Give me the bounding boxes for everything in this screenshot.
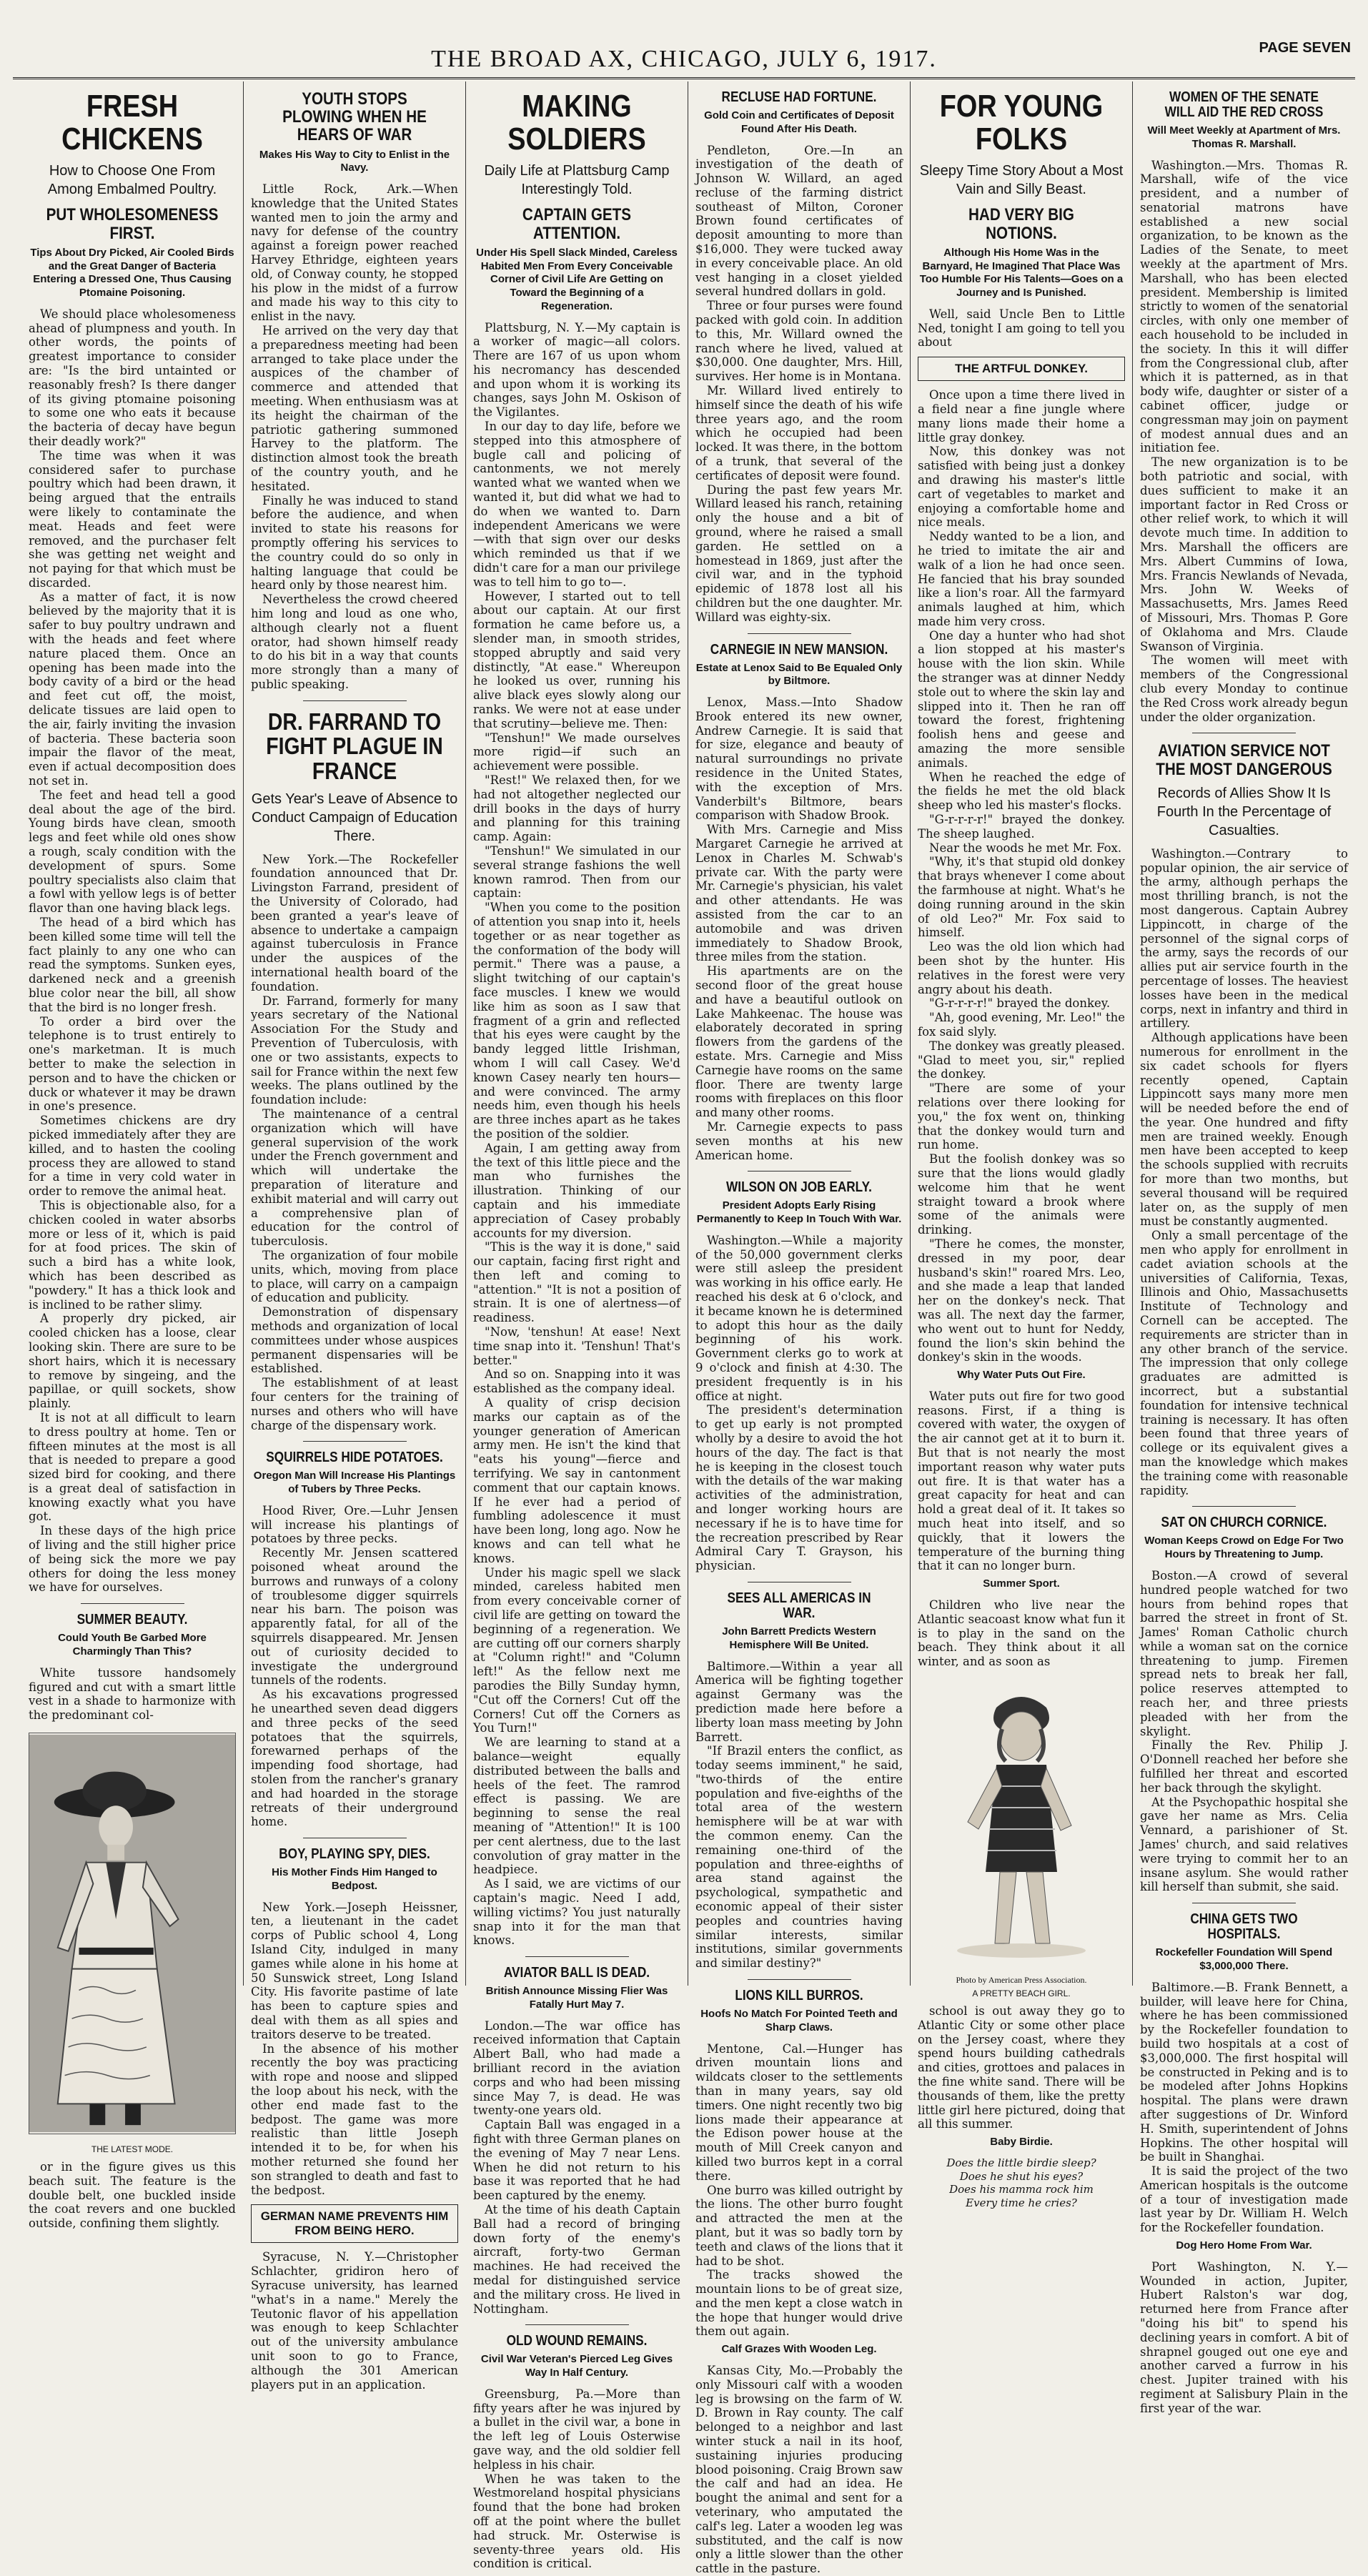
paragraph: school is out away they go to Atlantic City or some other place on the Jersey coast, where they spend hours building cathedrals and cities, grottoes and palaces in the fine white sand. There will be thousands of them, like the pretty little girl here pictured, doing that all this summer. [918, 2003, 1125, 2131]
divider [303, 700, 407, 701]
article-making-soldiers [473, 321, 680, 1948]
deck-making-soldiers: Daily Life at Plattsburg Camp Interestingly Told. [484, 163, 670, 198]
paragraph: London.—The war office has received information that Captain Albert Ball, who had made a brilliant record in the aviation corps and who had been missing since May 7, is dead. He was twenty-one years old. [473, 2018, 680, 2118]
paragraph: Port Washington, N. Y.—Wounded in action, Jupiter, Hubert Ralston's war dog, returned here from France after "doing his bit" to spend his declining years in comfort. A bit of shrapnel gouged out one eye and another carved a furrow in his chest. Jupiter trained with his regiment at Salisbury Plain in the first year of the war. [1140, 2259, 1348, 2415]
paragraph: "Now, 'tenshun! At ease! Next time snap into it. 'Tenshun! That's better." [473, 1325, 680, 1367]
headline-recluse: RECLUSE HAD FORTUNE. [721, 89, 877, 105]
headline-china-hospitals: CHINA GETS TWO HOSPITALS. [1190, 1911, 1298, 1943]
column-2 [244, 81, 466, 2392]
article-old-wound [473, 2387, 680, 2571]
paragraph: A quality of crisp decision marks our captain as of the younger generation of American army men. He isn't the kind that "eats his young"—fierce and terrifying. We say in cantonment comment that our captain knows. If he ever had a period of fumbling adolescence it must have been long, long ago. Now he knows and can tell what he knows. [473, 1396, 680, 1565]
paragraph: As I said, we are victims of our captain's magic. Need I add, willing victims? You just naturally snap into it for the man that knows. [473, 1877, 680, 1948]
paragraph: Children who live near the Atlantic seacoast know what fun it is to play in the sand on the beach. They think about it all winter, and as soon as [918, 1597, 1125, 1669]
article-boy-spy [251, 1901, 458, 2198]
paragraph: Neddy wanted to be a lion, and he tried to imitate the air and walk of a lion he had once seen. He fancied that his bray sounded like a lion's roar. All the farmyard animals laughed at him, which made him very cross. [918, 530, 1125, 628]
column-5 [911, 81, 1133, 2210]
paragraph: Nevertheless the crowd cheered him long and loud as one who, although clearly not a fluent orator, had shown himself ready to do his bit in a way that counts more strongly than a many of public speaking. [251, 593, 458, 691]
paragraph: Boston.—A crowd of several hundred people watched for two hours from behind ropes that barred the street in front of St. James' Roman Catholic church while a woman sat on the cornice threatening to jump. Firemen spread nets to break her fall, police reserves attempted to reach her, and three priests pleaded with her from the skylight. [1140, 1568, 1348, 1738]
subhead-squirrels: Oregon Man Will Increase His Plantings of Tubers by Three Pecks. [253, 1470, 456, 1496]
paragraph: We are learning to stand at a balance—weight equally distributed between the balls and heels of the feet. The ramrod effect is passing. We are beginning to sense the real meaning of "Attention!" It is 100 per cent alertness, due to the last convolution of gray matter in the headpiece. [473, 1735, 680, 1877]
paragraph: Only a small percentage of the men who apply for enrollment in cadet aviation schools at the universities of California, Texas, Illinois and Ohio, Massachusetts Institute of Technology and Cornell can be accepted. The requirements are stricter than in any other branch of the service. The impression that only college graduates are admitted is incorrect, but a substantial foundation for intensive technical training is necessary. It has often been found that three years of college or its equivalent gives a man the knowledge which makes the training come with reasonable rapidity. [1140, 1229, 1348, 1497]
paragraph: "If Brazil enters the conflict, as today seems imminent," he said, "two-thirds of the entire population and five-eighths of the total area of the western hemisphere will be at war with the common enemy. Can the remaining one-third of the population and three-eighths of area stand against the psychological, sympathetic and economic appeal of their sister peoples and countries having similar interests, similar institutions, similar governments and similar destiny?" [695, 1744, 903, 1971]
subhead-wilson: President Adopts Early Rising Permanently to Keep In Touch With War. [696, 1199, 902, 1226]
paragraph: Greensburg, Pa.—More than fifty years after he was injured by a bullet in the civil war, a bone in the left leg of Louis Osterwise gave way, and the old soldier fell helpless in his chair. [473, 2387, 680, 2472]
subhead-captain: CAPTAIN GETS ATTENTION. [522, 205, 632, 243]
article-all-americas [695, 1660, 903, 1971]
article-farrand [251, 853, 458, 1433]
fashion-caption: THE LATEST MODE. [91, 2144, 174, 2154]
paragraph: Dr. Farrand, formerly for many years secretary of the National Association For the Study and Prevention of Tuberculosis, with one or two assistants, expects to sail for France within the next few weeks. The plans outlined by the foundation include: [251, 994, 458, 1107]
divider [525, 1956, 629, 1957]
paragraph: But the foolish donkey was so sure that the lions would gladly welcome him that he went straight toward a brook where some of the animals were drinking. [918, 1152, 1125, 1237]
article-lions-burros [695, 2042, 903, 2339]
story-title-box: THE ARTFUL DONKEY. [918, 357, 1125, 381]
paragraph: Although applications have been numerous for enrollment in the six cadet schools for flyers recently opened, Captain Lippincott says many more men will be needed before the end of the year. One hundred and fifty men are trained weekly. Enough men have been accepted to keep the schools supplied with recruits for more than two months, but several thousand will be required later on, as the supply of men must be constantly augmented. [1140, 1031, 1348, 1229]
paragraph: Sometimes chickens are dry picked immediately after they are killed, and to hasten the cooling process they are allowed to stand for a time in very cold water in order to remove the animal heat. [29, 1114, 236, 1199]
paragraph: Three or four purses were found packed with gold coin. In addition to this, Mr. Willard owned the ranch where he lived, valued at $30,000. One daughter, Mrs. Hill, survives. Her home is in Montana. [695, 299, 903, 384]
masthead [13, 37, 1355, 79]
paragraph: "G-r-r-r-r!" brayed the donkey. The sheep laughed. [918, 813, 1125, 841]
headline-young-folks: FOR YOUNG FOLKS [939, 89, 1104, 157]
divider [748, 633, 851, 634]
paragraph: Near the woods he met Mr. Fox. [929, 841, 1122, 855]
subhead-china-hospitals: Rockefeller Foundation Will Spend $3,000,000 There. [1155, 1946, 1333, 1972]
subhead-wholesomeness: PUT WHOLESOMENESS FIRST. [46, 205, 219, 243]
masthead-title: THE BROAD AX, CHICAGO, JULY 6, 1917. [431, 46, 937, 72]
column-6 [1133, 81, 1355, 2415]
subhead-aviator-ball: British Announce Missing Flier Was Fatally Hurt May 7. [485, 1985, 668, 2011]
paragraph: Under his magic spell we slack minded, careless habited men from every conceivable corner of civil life are getting on toward the beginning of a regeneration. We are cutting off our corners sharply at "Column right!" and "Column left!" As the fellow next me parodies the Billy Sunday hymn, "Cut off the Corners! Cut off the Corners! Cut off the Corners as You Turn!" [473, 1565, 680, 1735]
paragraph: At the time of his death Captain Ball had a record of bringing down forty of the enemy's aircraft, forty-two German machines. He had received the medal for distinguished service and the military cross. He lived in Nottingham. [473, 2203, 680, 2316]
paragraph: Demonstration of dispensary methods and organization of local committees under whose auspices permanent dispensaries will be established. [251, 1305, 458, 1376]
headline-boy-spy: BOY, PLAYING SPY, DIES. [279, 1846, 430, 1863]
article-wilson [695, 1234, 903, 1573]
article-artful-donkey [918, 388, 1125, 1364]
paragraph: With Mrs. Carnegie and Miss Margaret Carnegie he arrived at Lenox in Charles M. Schwab's private car. With the party were Mr. Carnegie's physician, his valet and other attendants. He was assisted from the car to an automobile and was driven immediately to Shadow Brook, three miles from the station. [695, 823, 903, 964]
headline-youth-stops-plowing: YOUTH STOPS PLOWING WHEN HE HEARS OF WAR [282, 89, 427, 145]
paragraph: The feet and head tell a good deal about the age of the bird. Young birds have clean, smooth legs and feet while old ones show a rough, scaly condition with the development of spurs. Some poultry specialists also claim that a fowl with yellow legs is of better flavor than one having black legs. [29, 788, 236, 916]
paragraph: This is objectionable also, for a chicken cooled in water absorbs more or less of it, which is paid for at food prices. The skin of such a bird has a white look, which has been described as "powdery." It has a thick look and is inclined to be rather slimy. [29, 1198, 236, 1312]
summary-fresh-chickens: Tips About Dry Picked, Air Cooled Birds and the Great Danger of Bacteria Entering a Dressed One, Thus Causing Ptomaine Poisoning. [30, 246, 234, 299]
paragraph: The tracks showed the mountain lions to be of great size, and the men kept a close watch in the hope that hunger would drive them out again. [695, 2268, 903, 2339]
article-squirrels [251, 1504, 458, 1829]
paragraph: "There are some of your relations over there looking for you," the fox went on, thinking that the donkey would turn and run home. [918, 1081, 1125, 1152]
paragraph: Washington.—While a majority of the 50,000 government clerks were still asleep the president was working in his office early. He reached his desk at 6 o'clock, and it became known he is determined to adopt this hour as the daily beginning of his work. Government clerks go to work at 9 o'clock and finish at 4:30. The president frequently is in his office at night. [695, 1233, 903, 1403]
headline-making-soldiers: MAKING SOLDIERS [507, 89, 646, 157]
paragraph: Captain Ball was engaged in a fight with three German planes on the evening of May 7 near Lens. When he did not return to his base it was reported that he had been captured by the enemy. [473, 2118, 680, 2203]
paragraph: Now, this donkey was not satisfied with being just a donkey and drawing his master's little cart of vegetables to market and enjoying a comfortable home and nice meals. [918, 445, 1125, 530]
paragraph: "G-r-r-r-r!" brayed the donkey. [929, 996, 1111, 1011]
article-water-fire [918, 1389, 1125, 1573]
paragraph: Washington.—Contrary to popular opinion, the air service of the army, although perhaps the most thrilling branch, is not the most dangerous. Captain Aubrey Lippincott, in charge of the personnel of the signal corps of the army, says the records of our allies put air service fourth in the percentage of losses. The heaviest losses have been in the medical corps, next in infantry and third in artillery. [1140, 846, 1348, 1031]
article-recluse [695, 144, 903, 625]
paragraph: The organization of four mobile units, which, moving from place to place, will carry on a campaign of education and publicity. [251, 1248, 458, 1305]
photo-credit: Photo by American Press Association. [956, 1974, 1087, 1985]
paragraph: One day a hunter who had shot a lion stopped at his master's house with the lion skin. While the stranger was at dinner Neddy stole out to where the skin lay and slipped into it. Then he ran off toward the forest, frightening foolish hens and geese and amazing the more sensible animals. [918, 628, 1125, 770]
article-summer-beauty [29, 1666, 236, 1723]
headline-summer-sport: Summer Sport. [983, 1577, 1060, 1590]
paragraph: It is not at all difficult to learn to dress poultry at home. Ten or fifteen minutes at the most is all that is needed to prepare a good sized bird for cooking, and there is a great deal of satisfaction in knowing exactly what you have got. [29, 1410, 236, 1524]
paragraph: "Tenshun!" We simulated in our several strange fashions the well known ramrod. Then from our captain: [473, 843, 680, 901]
columns [21, 81, 1355, 2576]
divider [748, 1979, 851, 1980]
poem-baby-birdie [918, 2156, 1125, 2210]
article-fresh-chickens [29, 307, 236, 1595]
headline-all-americas: SEES ALL AMERICAS IN WAR. [727, 1590, 871, 1622]
paragraph: However, I started out to tell about our captain. At our first formation he came before us, a slender man, in smooth strides, stopped abruptly and said very distinctly, "At ease." Whereupon he looked us over, running his alive black eyes slowly along our ranks. We were not at ease under that scrutiny—believe me. Then: [473, 589, 680, 730]
paragraph: White tussore handsomely figured and cut with a smart little vest in a shade to harmonize with the predominant col- [29, 1665, 236, 1723]
paragraph: And so on. Snapping into it was established as the company ideal. [473, 1367, 680, 1396]
headline-dog-hero: Dog Hero Home From War. [1176, 2239, 1312, 2252]
headline-summer-beauty: SUMMER BEAUTY. [76, 1612, 188, 1628]
paragraph: At the Psychopathic hospital she gave her name as Mrs. Celia Vennard, a parishioner of St. James' church, and said relatives were trying to commit her to an insane asylum. She would rather kill herself than submit, she said. [1140, 1795, 1348, 1894]
paragraph: He arrived on the very day that a preparedness meeting had been arranged to take place under the auspices of the chamber of commerce and attended that meeting. When enthusiasm was at its height the chairman of the patriotic gathering summoned Harvey to the platform. The distinction almost took the breath of the country youth, and he hesitated. [251, 324, 458, 493]
paragraph: His apartments are on the second floor of the great house and have a beautiful outlook on Lake Mahkeenac. The house was elaborately decorated in spring flowers from the gardens of the estate. Mrs. Carnegie and Miss Carnegie have rooms on the same floor. There are twenty large rooms with fireplaces on this floor and many other rooms. [695, 964, 903, 1120]
article-summer-sport-cont [918, 2004, 1125, 2131]
paragraph: Finally the Rev. Philip J. O'Donnell reached her before she fulfilled her threat and escorted her back through the skylight. [1140, 1738, 1348, 1795]
paragraph: A properly dry picked, air cooled chicken has a loose, clear looking skin. There are sure to be short hairs, which it is necessary to remove by singeing, and the papillae, or quill sockets, show plainly. [29, 1312, 236, 1411]
subhead-youth: Makes His Way to City to Enlist in the Navy. [259, 148, 450, 174]
paragraph: Recently Mr. Jensen scattered poisoned wheat around the burrows and runways of a colony of troublesome digger squirrels near his barn. The poison was apparently fatal, for all of the squirrels disappeared. Mr. Jensen out of curiosity decided to investigate the underground tunnels of the rodents. [251, 1546, 458, 1688]
paragraph: "Tenshun!" We made ourselves more rigid—if such an achievement were possible. [473, 730, 680, 773]
paragraph: "Why, it's that stupid old donkey that brays whenever I come about the farmhouse at night. What's he doing running around in the skin of old Leo?" Mr. Fox said to himself. [918, 855, 1125, 940]
paragraph: It is said the project of the two American hospitals is the outcome of a tour of investigation made last year by Dr. William H. Welch for the Rockefeller foundation. [1140, 2164, 1348, 2235]
paragraph: "Rest!" We relaxed then, for we had not altogether neglected our drill books in the days of hurry and planning for this training camp. Again: [473, 773, 680, 844]
column-4 [688, 81, 911, 2576]
beach-girl-caption: A PRETTY BEACH GIRL. [972, 1988, 1071, 1998]
paragraph: Mr. Willard lived entirely to himself since the death of his wife three years ago, and the room which he occupied had been locked. It was there, in the bottom of a trunk, that several of the certificates of deposit were found. [695, 384, 903, 482]
paragraph: "This is the way it is done," said our captain, facing first right and then left and coming to "attention." "It is not a position of strain. It is one of alertness—of readiness. [473, 1240, 680, 1325]
subhead-lions-burros: Hoofs No Match For Pointed Teeth and Sharp Claws. [700, 2008, 898, 2033]
paragraph: or in the figure gives us this beach suit. The feature is the double belt, one buckled inside the coat revers and one buckled outside, confining them slightly. [29, 2159, 236, 2231]
paragraph: New York.—Joseph Heissner, ten, a lieutenant in the cadet corps of Public school 4, Long Island City, indulged in many games while alone in his home at 50 Sunswick street, Long Island City. His favorite pastime of late has been to capture spies and deal with them as all spies and traitors deserve to be treated. [251, 1900, 458, 2041]
subhead-carnegie: Estate at Lenox Said to Be Equaled Only by Biltmore. [695, 661, 903, 688]
subhead-women-senate: Will Meet Weekly at Apartment of Mrs. Thomas R. Marshall. [1147, 124, 1341, 150]
summary-captain: Under His Spell Slack Minded, Careless Habited Men From Every Conceivable Corner of Civil Life Are Getting on Toward the Beginning of a Regeneration. [476, 246, 678, 312]
paragraph: As a matter of fact, it is now believed by the majority that it is safer to buy poultry undrawn and with the heads and feet where nature placed them. Once an opening has been made into the body cavity of a bird or the head and feet cut off, the moist, delicate tissues are laid open to the air, fairly inviting the invasion of bacteria. These bacteria soon impair the flavor of the meat, even if actual decomposition does not set in. [29, 590, 236, 788]
subhead-summer-beauty: Could Youth Be Garbed More Charmingly Than This? [58, 1632, 207, 1658]
paragraph: "When you come to the position of attention you snap into it, heels together or as near together as the conformation of the body will permit." There was a pause, a slight twitching of our captain's face muscles. I knew we would like him as soon as I saw that fragment of a grin and reflected that his eyes were caught by the bandy legged little Irishman, whom I will call Casey. We'd known Casey nearly ten hours—and were convinced. The army needs him, even though his heels are three inches apart as he takes the position of the soldier. [473, 901, 680, 1141]
paragraph: One burro was killed outright by the lions. The other burro fought and attracted the men at the plant, but it was so badly torn by teeth and claws of the lions that it had to be shot. [695, 2183, 903, 2268]
poem-line: Does he shut his eyes? [959, 2169, 1084, 2183]
divider [1192, 1506, 1297, 1507]
paragraph: Syracuse, N. Y.—Christopher Schlachter, gridiron hero of Syracuse university, has learned "what's in a name." Merely the Teutonic flavor of his appellation was enough to keep Schlachter out of the university ambulance unit soon to go to France, although the 301 American players put in an application. [251, 2250, 458, 2392]
headline-calf: Calf Grazes With Wooden Leg. [721, 2343, 877, 2356]
subhead-boy-spy: His Mother Finds Him Hanged to Bedpost. [272, 1866, 437, 1892]
paragraph: Well, said Uncle Ben to Little Ned, tonight I am going to tell you about [918, 307, 1125, 350]
paragraph: In the absence of his mother recently the boy was practicing with rope and noose and slipped the loop about his neck, with the other end made fast to the bedpost. The game was more realistic than little Joseph intended it to be, for when his mother returned she found her son strangled to death and fast to the bedpost. [251, 2041, 458, 2197]
article-dog-hero [1140, 2260, 1348, 2416]
paragraph: Little Rock, Ark.—When knowledge that the United States wanted men to join the army and navy for defense of the country against a foreign power reached Harvey Ethridge, eighteen years old, of Conway county, he stopped his plow in the midst of a furrow and made his way to this city to enlist in the navy. [251, 182, 458, 324]
paragraph: Mentone, Cal.—Hunger has driven mountain lions and wildcats closer to the settlements than in many years, say old timers. One night recently two big lions made their appearance at the Edison power house at the mouth of Mill Creek canyon and killed two burros kept in a corral there. [695, 2041, 903, 2183]
paragraph: The women will meet with members of the Congressional club every Monday to continue the Red Cross work already begun under the older organization. [1140, 653, 1348, 724]
headline-carnegie: CARNEGIE IN NEW MANSION. [710, 641, 888, 658]
headline-lions-burros: LIONS KILL BURROS. [735, 1988, 863, 2004]
paragraph: During the past few years Mr. Willard leased his ranch, retaining only the house and a bit of ground, where he raised a small garden. He settled on a homestead in 1869, just after the civil war, and in the typhoid epidemic of 1878 lost all his children but the one daughter. Mr. Willard was eighty-six. [695, 482, 903, 624]
article-women-senate [1140, 159, 1348, 725]
paragraph: "There he comes, the monster, dressed in my poor, dear husband's skin!" roared Mrs. Leo, and she made a leap that landed her on the donkey's neck. That was all. The next day the farmer, who went out to hunt for Neddy, found the lion's skin behind the donkey's skin in the woods. [918, 1237, 1125, 1364]
paragraph: Lenox, Mass.—Into Shadow Brook entered its new owner, Andrew Carnegie. It is said that for size, elegance and beauty of natural surroundings no private residence in the United States, with the exception of Mrs. Vanderbilt's Biltmore, bears comparison with Shadow Brook. [695, 695, 903, 823]
headline-aviation-service: AVIATION SERVICE NOT THE MOST DANGEROUS [1156, 741, 1332, 779]
column-1 [21, 81, 244, 2231]
article-calf [695, 2364, 903, 2576]
divider [81, 1603, 184, 1604]
headline-dr-farrand: DR. FARRAND TO FIGHT PLAGUE IN FRANCE [266, 708, 443, 785]
poem-line: Does his mamma rock him [949, 2183, 1094, 2196]
deck-dr-farrand: Gets Year's Leave of Absence to Conduct Campaign of Education There. [251, 791, 458, 844]
article-church-cornice [1140, 1569, 1348, 1894]
paragraph: When he reached the edge of the fields he met the old black sheep who led his master's flocks. [918, 770, 1125, 813]
paragraph: In our day to day life, before we stepped into this atmosphere of bugle call and policing of cantonments, we not merely wanted what we wanted when we wanted it, but did what we had to do when we wanted to. Darn independent Americans we were—with that sign over our desks which reminded us that if we didn't care for a man our privilege was to tell him to go to—. [473, 420, 680, 589]
paragraph: To order a bird over the telephone is to trust entirely to one's marketman. It is much better to make the selection in person and to have the chicken or duck or whatever it may be drawn in one's presence. [29, 1014, 236, 1114]
headline-wilson: WILSON ON JOB EARLY. [726, 1179, 872, 1196]
paragraph: Hood River, Ore.—Luhr Jensen will increase his plantings of potatoes by three pecks. [251, 1503, 458, 1546]
paragraph: In these days of the high price of living and the still higher price of being sick the more we pay others for doing the less money we have for ourselves. [29, 1524, 236, 1595]
deck-fresh-chickens: How to Choose One From Among Embalmed Poultry. [47, 163, 217, 198]
paragraph: The maintenance of a central organization which will have general supervision of the work under the French government and which will undertake the preparation of literature and exhibit material and will carry out a comprehensive plan of education for the control of tuberculosis. [251, 1107, 458, 1249]
paragraph: The time was when it was considered safer to purchase poultry which had been drawn, it being argued that the entrails were likely to contaminate the meat. Heads and feet were removed, and the purchaser felt she was getting net weight and not paying for that which must be discarded. [29, 448, 236, 590]
headline-water-fire: Why Water Puts Out Fire. [957, 1369, 1086, 1382]
paragraph: The head of a bird which has been killed some time will tell the fact plainly to any one who can read the symptoms. Sunken eyes, darkened neck and a greenish blue color near the bill, all show that the bird is no longer fresh. [29, 916, 236, 1014]
article-china-hospitals [1140, 1981, 1348, 2235]
paragraph: Finally he was induced to stand before the audience, and when invited to state his reasons for promptly offering his services to the country could do so only in halting language that could be heard only by those nearest him. [251, 493, 458, 593]
article-aviator-ball [473, 2019, 680, 2317]
paragraph: As his excavations progressed he unearthed seven dead diggers and three pecks of the seed potatoes that the squirrels, forewarned perhaps of the impending food shortage, had stolen from the rancher's granary and had hoarded in the storage retreats of their underground home. [251, 1688, 458, 1829]
subhead-church-cornice: Woman Keeps Crowd on Edge For Two Hours by Threatening to Jump. [1144, 1535, 1344, 1561]
column-3 [466, 81, 688, 2571]
paragraph: The new organization is to be both patriotic and social, with dues sufficient to make it an important factor in Red Cross or other relief work, to which it will devote much time. In addition to Mrs. Marshall the officers are Mrs. Albert Cummins of Iowa, Mrs. Francis Newlands of Nevada, Mrs. John W. Weeks of Massachusetts, Mrs. James Reed of Missouri, Mrs. Thomas P. Gore of Oklahoma and Mrs. Claude Swanson of Virginia. [1140, 455, 1348, 653]
article-carnegie [695, 695, 903, 1162]
headline-baby-birdie: Baby Birdie. [990, 2136, 1053, 2149]
headline-church-cornice: SAT ON CHURCH CORNICE. [1161, 1515, 1327, 1531]
paragraph: Baltimore.—Within a year all America will be fighting together against Germany was the prediction made here before a liberty loan mass meeting by John Barrett. [695, 1659, 903, 1744]
subhead-all-americas: John Barrett Predicts Western Hemisphere Will Be United. [722, 1625, 876, 1651]
poem-line: Does the little birdie sleep? [946, 2156, 1096, 2169]
paragraph: Again, I am getting away from the text of this little piece and the man who furnishes the illustration. Thinking of our captain and his immediate appreciation of Casey probably accounts for my diversion. [473, 1141, 680, 1240]
article-german-name [251, 2250, 458, 2392]
paragraph: "Ah, good evening, Mr. Leo!" the fox said slyly. [918, 1011, 1125, 1039]
paragraph: Kansas City, Mo.—Probably the only Missouri calf with a wooden leg is browsing on the farm of W. D. Brown in Ray county. The calf belonged to a neighbor and last winter stuck a nail in its hoof, sustaining injuries producing blood poisoning. Craig Brown saw the calf and had an idea. He bought the animal and sent for a veterinary, who amputated the calf's leg. Later a wooden leg was substituted, and the calf is now only a little slower than the other cattle in the pasture. [695, 2364, 903, 2576]
paragraph: We should place wholesomeness ahead of plumpness and youth. In other words, the points of greatest importance to consider are: "Is the bird untainted or reasonably fresh? Is there danger of its giving ptomaine poisoning to some one who eats it because the bacteria of decay have begun their deadly work?" [29, 307, 236, 448]
headline-old-wound: OLD WOUND REMAINS. [506, 2333, 648, 2349]
fashion-photo [29, 1733, 236, 2134]
article-aviation-service [1140, 847, 1348, 1498]
paragraph: Pendleton, Ore.—In an investigation of the death of Johnson W. Willard, an aged recluse of the farming district southeast of Milton, Coroner Brown found certificates of deposit amounting to more than $16,000. They were tucked away in every conceivable place. An old vest hanging in a closet yielded several hundred dollars in gold. [695, 143, 903, 299]
beach-girl-photo [918, 1679, 1125, 1965]
headline-squirrels: SQUIRRELS HIDE POTATOES. [266, 1450, 443, 1466]
headline-german-name: GERMAN NAME PREVENTS HIM FROM BEING HERO. [251, 2204, 458, 2243]
paragraph: The establishment of at least four centers for the training of nurses and others who will have charge of the dispensary work. [251, 1376, 458, 1432]
paragraph: Mr. Carnegie expects to pass seven months at his new American home. [695, 1120, 903, 1162]
paragraph: Water puts out fire for two good reasons. First, if a thing is covered with water, the oxygen of the air cannot get at it to burn it. But that is not nearly the most important reason why water puts out fire. It is that water has a great capacity for heat and can hold a great deal of it. It takes so much heat into itself, and so quickly, that it lowers the temperature of the burning thing that it can no longer burn. [918, 1389, 1125, 1573]
paragraph: Washington.—Mrs. Thomas R. Marshall, wife of the vice president, and a number of senatorial matrons have established a new social organization, to be known as the Ladies of the Senate, to meet weekly at the apartment of Mrs. Marshall, who has been elected president. Membership is limited strictly to women of the senatorial circles, with only one member of each household to be included in the society. In this it will differ from the Congressional club, after which it is patterned, as in that body wife, daughter or sister of a cabinet officer, judge or congressman may join on payment of modest annual dues and an initiation fee. [1140, 158, 1348, 455]
paragraph: Once upon a time there lived in a field near a fine jungle where many lions made their home a little gray donkey. [918, 388, 1125, 445]
paragraph: When he was taken to the Westmoreland hospital physicians found that the bone had broken off at the point where the bullet had struck. Mr. Osterwise is seventy-three years old. His condition is critical. [473, 2472, 680, 2571]
paragraph: New York.—The Rockefeller foundation announced that Dr. Livingston Farrand, president of the University of Colorado, had been granted a year's leave of absence to undertake a campaign against tuberculosis in France under the auspices of the international health board of the foundation. [251, 852, 458, 994]
deck-aviation-service: Records of Allies Show It Is Fourth In the Percentage of Casualties. [1156, 785, 1332, 838]
subhead-big-notions: HAD VERY BIG NOTIONS. [968, 205, 1074, 243]
beach-girl-image [918, 1679, 1125, 1965]
summary-big-notions: Although His Home Was in the Barnyard, He Imagined That Place Was Too Humble For His Talents—Goes on a Journey and Is Punished. [919, 246, 1124, 299]
paragraph: Leo was the old lion which had been shot by the hunter. His relatives in the forest were very angry about his death. [918, 940, 1125, 996]
paragraph: The donkey was greatly pleased. "Glad to meet you, sir," replied the donkey. [918, 1039, 1125, 1081]
divider [303, 1441, 407, 1442]
page-number: PAGE SEVEN [1259, 40, 1351, 56]
article-youth [251, 182, 458, 692]
article-summer-sport [918, 1598, 1125, 1669]
headline-women-senate: WOMEN OF THE SENATE WILL AID THE RED CROSS [1164, 89, 1324, 120]
subhead-old-wound: Civil War Veteran's Pierced Leg Gives Way In Half Century. [480, 2353, 673, 2379]
deck-young-folks: Sleepy Time Story About a Most Vain and Silly Beast. [919, 163, 1124, 198]
poem-line: Every time he cries? [966, 2196, 1077, 2210]
paragraph: The president's determination to get up early is not prompted wholly by a desire to avoid the hot hours of the day. The fact is that he is keeping in the closest touch with the details of the war making activities of the administration, and longer working hours are necessary if he is to have time for the recreation prescribed by Rear Admiral Cary T. Grayson, his physician. [695, 1403, 903, 1573]
paragraph: Baltimore.—B. Frank Bennett, a builder, will leave here for China, where he has been commissioned by the Rockefeller foundation to build two hospitals at a cost of $3,000,000. The first hospital will be constructed in Peking and is to be modeled after Johns Hopkins hospital. The plans were drawn after suggestions of Dr. Winford H. Smith, superintendent of Johns Hopkins. The other hospital will be built in Shanghai. [1140, 1980, 1348, 2164]
headline-aviator-ball: AVIATOR BALL IS DEAD. [503, 1965, 650, 1981]
headline-fresh-chickens: FRESH CHICKENS [61, 89, 203, 157]
article-young-folks-intro [918, 307, 1125, 350]
article-summer-beauty-cont [29, 2160, 236, 2231]
subhead-recluse: Gold Coin and Certificates of Deposit Found After His Death. [704, 109, 894, 135]
paragraph: Plattsburg, N. Y.—My captain is a worker of magic—all colors. There are 167 of us upon whom his necromancy has descended and upon whom it is working its changes, says John M. Oskison of the Vigilantes. [473, 320, 680, 420]
fashion-figure-image [29, 1733, 235, 2134]
divider [525, 2324, 629, 2325]
